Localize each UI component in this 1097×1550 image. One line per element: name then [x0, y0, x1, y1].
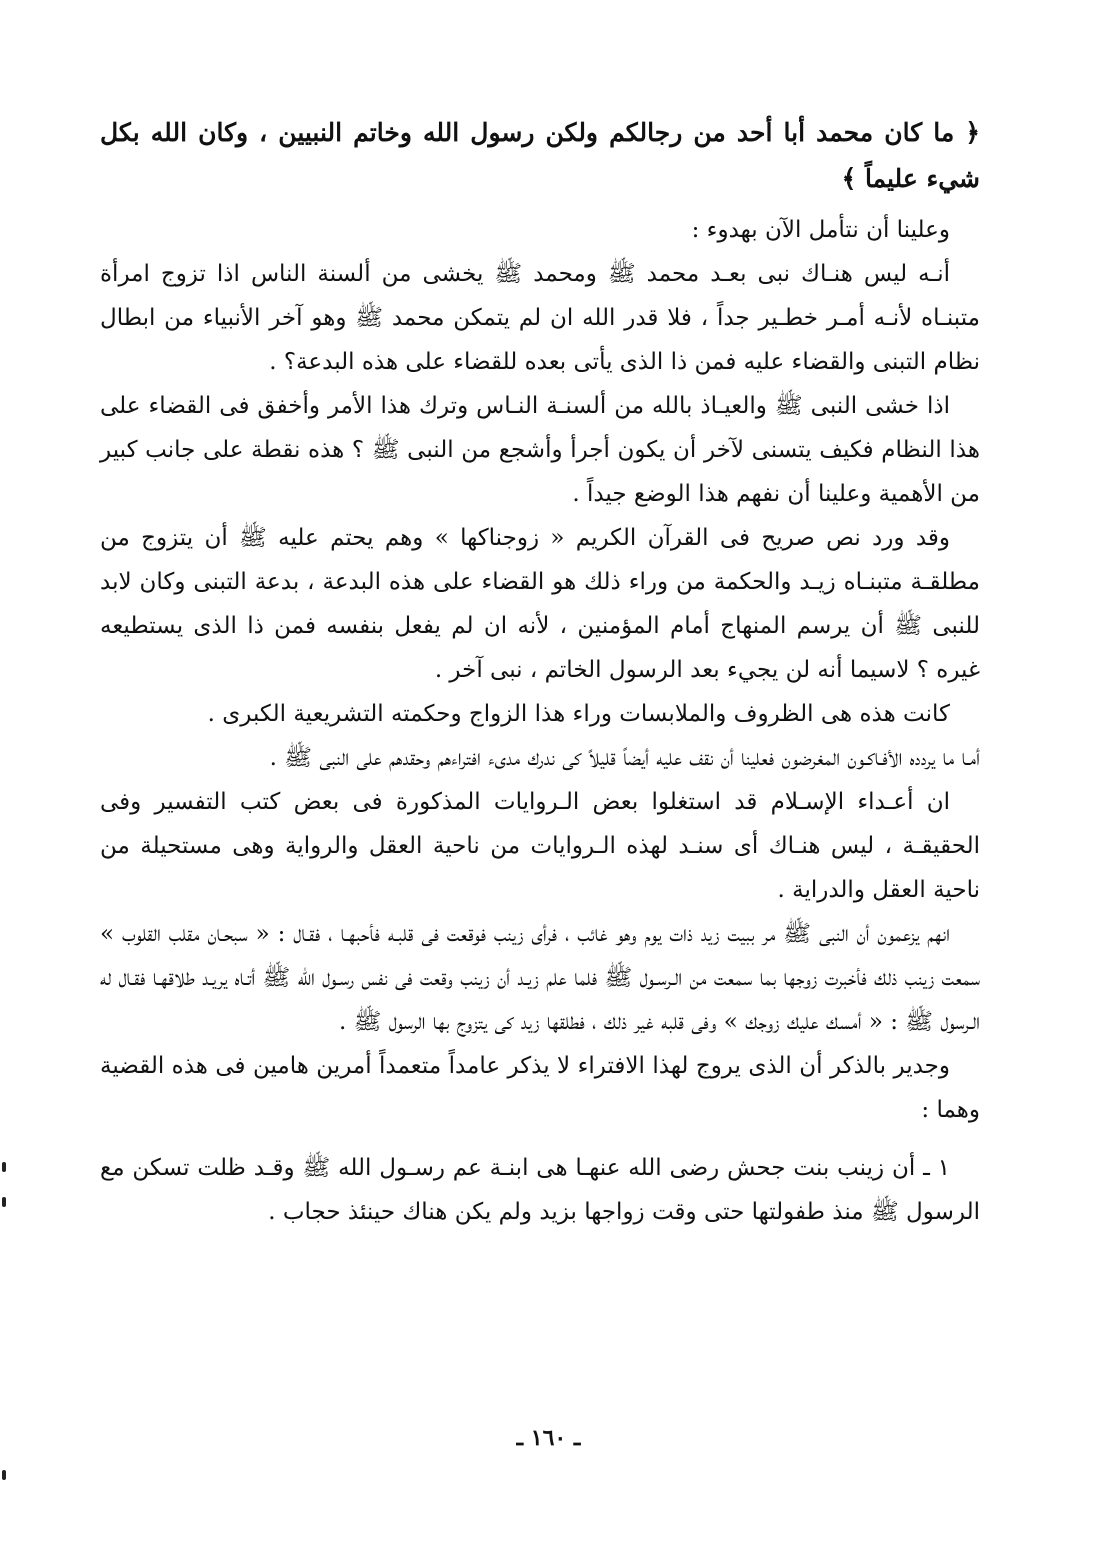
- paragraph: ان أعـداء الإسـلام قد استغلوا بعض الـروايات المذكورة فى بعض كتب التفسير وفى الحقيقـة ، ليس هنـاك أى سنـد لهذه الـروايات من ناحية العقل والرواية وهى مستحيلة من ناحية العقل والدراية .: [100, 789, 980, 903]
- scan-edge-mark: [2, 1470, 6, 1480]
- paragraph-intro: وعلينا أن نتأمل الآن بهدوء :: [691, 217, 950, 243]
- scan-edge-mark: [2, 1197, 6, 1207]
- paragraph: أنـه ليس هنـاك نبى بعـد محمد ﷺ ومحمد ﷺ يخشى من ألسنة الناس اذا تزوج امرأة متبنـاه لأنـه أمـر خطـير جداً ، فلا قدر الله ان لم يتمكن محمد ﷺ وهو آخر الأنبياء من ابطال نظام التبنى والقضاء عليه فمن ذا الذى يأتى بعده للقضاء على هذه البدعة؟ .: [100, 261, 980, 375]
- paragraph: وقد ورد نص صريح فى القرآن الكريم « زوجناكها » وهم يحتم عليه ﷺ أن يتزوج من مطلقـة متبنـاه زيـد والحكمة من وراء ذلك هو القضاء على هذه البدعة ، بدعة التبنى وكان لابد للنبى ﷺ أن يرسم المنهاج أمام المؤمنين ، لأنه ان لم يفعل بنفسه فمن ذا الذى يستطيعه غيره ؟ لاسيما أنه لن يجيء بعد الرسول الخاتم ، نبى آخر .: [100, 525, 980, 683]
- paragraph: اذا خشى النبى ﷺ والعيـاذ بالله من ألسنـة النـاس وترك هذا الأمر وأخفق فى القضاء على هذا النظام فكيف يتسنى لآخر أن يكون أجرأ وأشجع من النبى ﷺ ؟ هذه نقطة على جانب كبير من الأهمية وعلينا أن نفهم هذا الوضع جيداً .: [100, 393, 980, 507]
- paragraph: وجدير بالذكر أن الذى يروج لهذا الافتراء لا يذكر عامداً متعمداً أمرين هامين فى هذه القضية وهما :: [100, 1053, 980, 1123]
- quran-verse: ﴿ ما كان محمد أبا أحد من رجالكم ولكن رسول الله وخاتم النبيين ، وكان الله بكل شيء عليماً ﴾: [100, 118, 980, 193]
- page-number: ـ ١٦٠ ـ: [516, 1425, 581, 1451]
- scan-edge-mark: [2, 1162, 6, 1172]
- paragraph: انهم يزعمون أن النبى ﷺ مر ببيت زيد ذات يوم وهو غائب ، فرأى زينب فوقعت فى قلبـه فأحبهـا ، فقـال : « سبحـان مقلب القلوب » سمعت زينب ذلك فأخبرت زوجها بما سمعت من الـرسـول ﷺ فلما علم زيـد أن زينب وقعت فى نفس رسـول الله ﷺ أتـاه يريـد طلاقهـا فقـال له الـرسول ﷺ : « أمسك عليك زوجك » وفى قلبه غير ذلك ، فطلقها زيد كى يتزوج بها الرسول ﷺ .: [100, 921, 980, 1035]
- paragraph-numbered-item: ١ ـ أن زينب بنت جحش رضى الله عنهـا هى ابنـة عم رسـول الله ﷺ وقـد ظلت تسكن مع الرسول ﷺ منذ طفولتها حتى وقت زواجها بزيد ولم يكن هناك حينئذ حجاب .: [100, 1155, 980, 1225]
- paragraph: أمـا ما يردده الأفـاكـون المغرضون فعلينا أن نقف عليه أيضاً قليلاً كى ندرك مدىء افتراءهم وحقدهم على النبى ﷺ .: [269, 745, 980, 771]
- page-body: [100, 110, 980, 1234]
- paragraph: كانت هذه هى الظروف والملابسات وراء هذا الزواج وحكمته التشريعية الكبرى .: [207, 701, 950, 727]
